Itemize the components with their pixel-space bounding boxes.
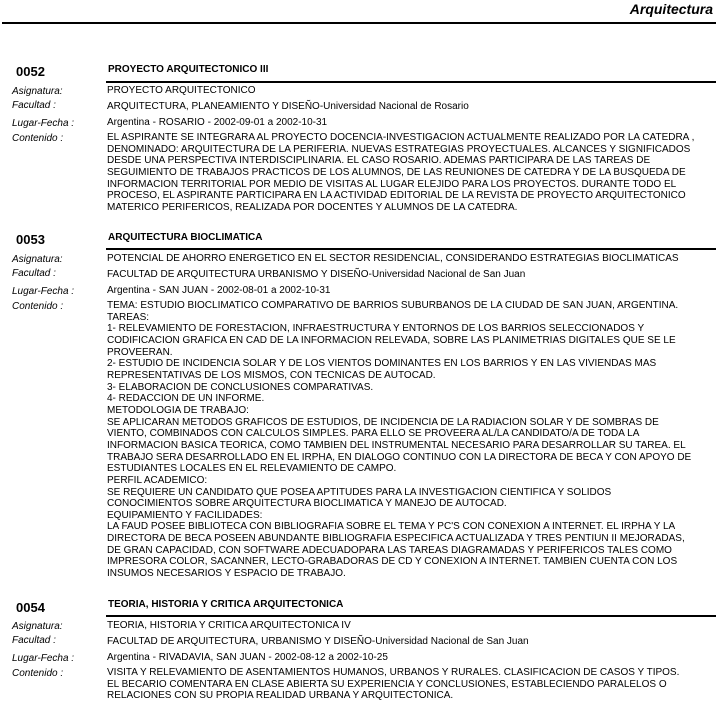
entry-number: 0054: [16, 600, 45, 615]
asignatura-label: Asignatura:: [12, 621, 63, 632]
asignatura-value: TEORIA, HISTORIA Y CRITICA ARQUITECTONICA IV: [107, 620, 351, 631]
entry-divider: [106, 81, 716, 83]
lugar-fecha-value: Argentina - RIVADAVIA, SAN JUAN - 2002-08-12 a 2002-10-25: [107, 652, 388, 663]
entry-number: 0053: [16, 232, 45, 247]
facultad-label: Facultad :: [12, 100, 56, 111]
entry-title: TEORIA, HISTORIA Y CRITICA ARQUITECTONICA: [108, 599, 344, 610]
contenido-value: TEMA: ESTUDIO BIOCLIMATICO COMPARATIVO DE BARRIOS SUBURBANOS DE LA CIUDAD DE SAN JUAN, ARGENTINA. TAREAS: 1- RELEVAMIENTO DE FORESTACION, INFRAESTRUCTURA Y ENTORNOS DE LOS BARRIOS SELECCIONADOS Y CODIFICACION GRAFICA EN CAD DE LA INFORMACION RELEVADA, SOBRE LAS PLANIMETRIAS DIGITALES QUE SE LE PROVEERAN. 2- ESTUDIO DE INCIDENCIA SOLAR Y DE LOS VIENTOS DOMINANTES EN LOS BARRIOS Y EN LAS VIVIENDAS MAS REPRESENTATIVAS DE LOS MISMOS, CON TECNICAS DE AUTOCAD. 3- ELABORACION DE CONCLUSIONES COMPARATIVAS. 4- REDACCION DE UN INFORME. METODOLOGIA DE TRABAJO: SE APLICARAN METODOS GRAFICOS DE ESTUDIOS, DE INCIDENCIA DE LA RADIACION SOLAR Y DE SOMBRAS DE VIENTO, COMBINADOS CON CALCULOS SIMPLES. PARA ELLO SE PROVEERA AL/LA CANDIDATO/A DE TODA LA INFORMACION BASICA TEORICA, COMO TAMBIEN DEL INSTRUMENTAL NECESARIO PARA DESARROLLAR SU TAREA. EL TRABAJO SERA DESARROLLADO EN EL IRPHA, EN DIALOGO CONTINUO CON LA DIRECTORA DE BECA Y CON APOYO DE ESTUDIANTES LOCALES EN EL RELEVAMIENTO DE CAMPO. PERFIL ACADEMICO: SE REQUIERE UN CANDIDATO QUE POSEA APTITUDES PARA LA INVESTIGACION CIENTIFICA Y SOLIDOS CONOCIMIENTOS SOBRE ARQUITECTURA BIOCLIMATICA Y MANEJO DE AUTOCAD. EQUIPAMIENTO Y FACILIDADES: LA FAUD POSEE BIBLIOTECA CON BIBLIOGRAFIA SOBRE EL TEMA Y PC'S CON CONEXION A INTERNET. EL IRPHA Y LA DIRECTORA DE BECA POSEEN ABUNDANTE BIBLIOGRAFIA ESPECIFICA ACTUALIZADA Y TRES PENTIUN II MEJORADAS, DE GRAN CAPACIDAD, CON SOFTWARE ADECUADOPARA LAS TAREAS DIAGRAMADAS Y PERIFERICOS TALES COMO IMPRESORA COLOR, SACANNER, LECTO-GRABADORAS DE CD Y CONEXION A INTERNET. TAMBIEN CUENTA CON LOS INSUMOS NECESARIOS Y ESPACIO DE TRABAJO.: [107, 300, 692, 580]
contenido-label: Contenido :: [12, 668, 64, 679]
section-title: Arquitectura: [629, 1, 713, 17]
facultad-label: Facultad :: [12, 268, 56, 279]
header-divider: [2, 22, 716, 24]
facultad-value: ARQUITECTURA, PLANEAMIENTO Y DISEÑO-Universidad Nacional de Rosario: [107, 101, 469, 112]
lugar-fecha-label: Lugar-Fecha :: [12, 286, 75, 297]
facultad-value: FACULTAD DE ARQUITECTURA URBANISMO Y DISEÑO-Universidad Nacional de San Juan: [107, 269, 526, 280]
entry-divider: [106, 615, 716, 617]
asignatura-value: POTENCIAL DE AHORRO ENERGETICO EN EL SECTOR RESIDENCIAL, CONSIDERANDO ESTRATEGIAS BIOCLIMATICAS: [107, 253, 679, 264]
contenido-value: EL ASPIRANTE SE INTEGRARA AL PROYECTO DOCENCIA-INVESTIGACION ACTUALMENTE REALIZADO POR LA CATEDRA , DENOMINADO: ARQUITECTURA DE LA PERIFERIA. NUEVAS ESTRATEGIAS PROYECTUALES. ALCANCES Y SIGNIFICADOS DESDE UNA PERSPECTIVA INTERDISCIPLINARIA. EL CASO ROSARIO. ADEMAS PARTICIPARA DE LAS TAREAS DE SEGUIMIENTO DE TRABAJOS PRACTICOS DE LOS ALUMNOS, DE LAS REUNIONES DE CATEDRA Y DE LA BUSQUEDA DE INFORMACION TERRITORIAL POR MEDIO DE VISITAS AL LUGAR ELEJIDO PARA LOS PROYECTOS. DURANTE TODO EL PROCESO, EL ASPIRANTE PARTICIPARA EN LA ACTIVIDAD EDITORIAL DE LA REVISTA DE PROYECTO ARQUITECTONICO MATERICO PERIFERICOS, REALIZADA POR DOCENTES Y ALUMNOS DE LA CATEDRA.: [107, 132, 695, 213]
asignatura-label: Asignatura:: [12, 254, 63, 265]
contenido-label: Contenido :: [12, 301, 64, 312]
facultad-label: Facultad :: [12, 635, 56, 646]
lugar-fecha-value: Argentina - ROSARIO - 2002-09-01 a 2002-10-31: [107, 117, 328, 128]
asignatura-value: PROYECTO ARQUITECTONICO: [107, 85, 256, 96]
facultad-value: FACULTAD DE ARQUITECTURA, URBANISMO Y DISEÑO-Universidad Nacional de San Juan: [107, 636, 529, 647]
entry-title: PROYECTO ARQUITECTONICO III: [108, 64, 269, 75]
asignatura-label: Asignatura:: [12, 86, 63, 97]
entry-divider: [106, 248, 716, 250]
lugar-fecha-label: Lugar-Fecha :: [12, 118, 75, 129]
lugar-fecha-value: Argentina - SAN JUAN - 2002-08-01 a 2002-10-31: [107, 285, 331, 296]
contenido-label: Contenido :: [12, 133, 64, 144]
entry-title: ARQUITECTURA BIOCLIMATICA: [108, 232, 263, 243]
lugar-fecha-label: Lugar-Fecha :: [12, 653, 75, 664]
entry-number: 0052: [16, 64, 45, 79]
contenido-value: VISITA Y RELEVAMIENTO DE ASENTAMIENTOS HUMANOS, URBANOS Y RURALES. CLASIFICACION DE CASOS Y TIPOS. EL BECARIO COMENTARA EN CLASE ABIERTA SU EXPERIENCIA Y CONCLUSIONES, ESTABLECIENDO PARALELOS O RELACIONES CON SU PROPIA REALIDAD URBANA Y ARQUITECTONICA.: [107, 667, 680, 702]
